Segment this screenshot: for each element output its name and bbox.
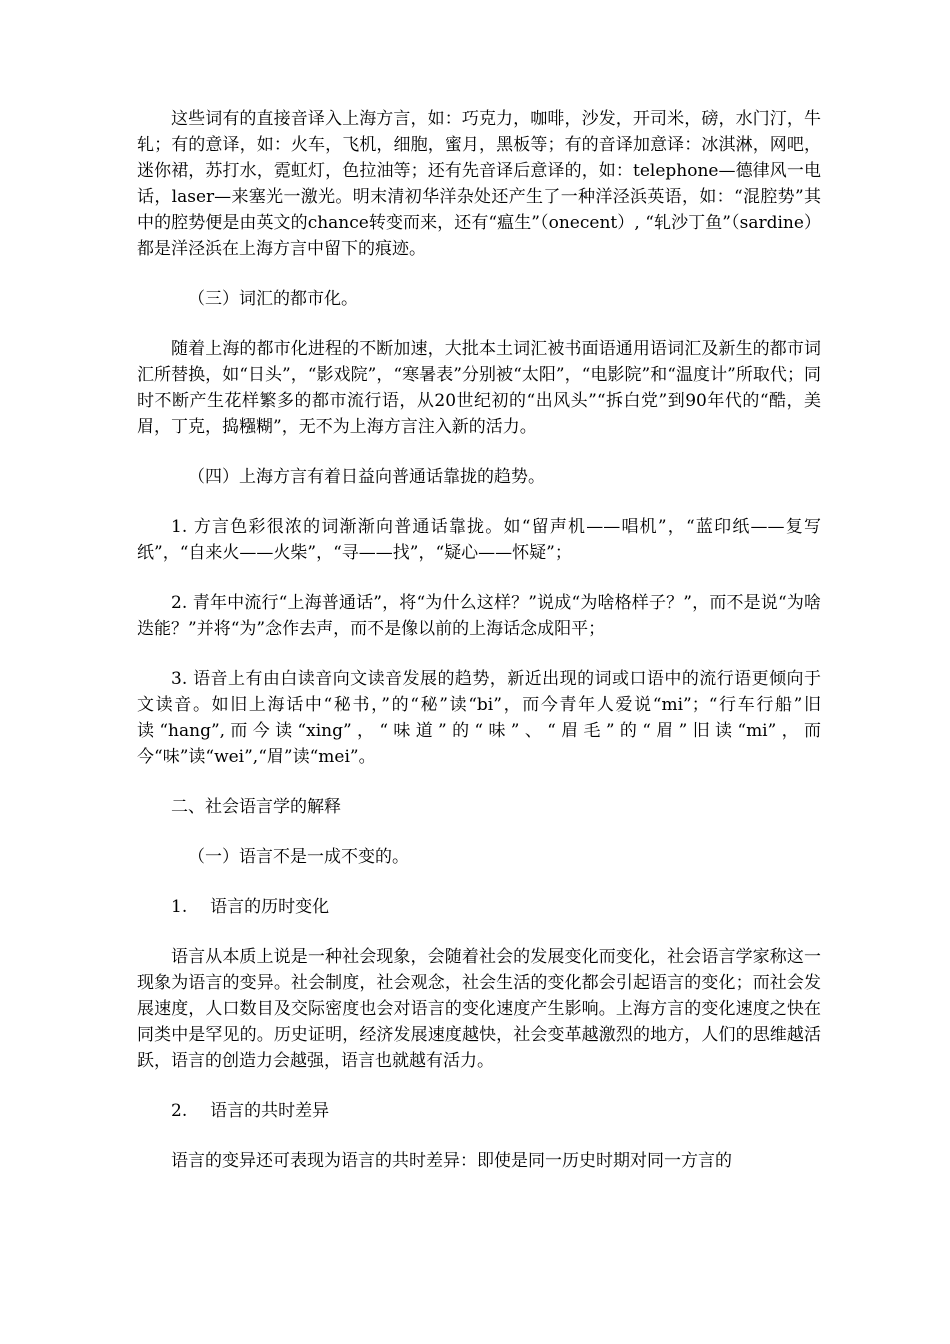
paragraph-diachronic: 语言从本质上说是一种社会现象，会随着社会的发展变化而变化，社会语言学家称这一现象为语言的变异。社会制度，社会观念，社会生活的变化都会引起语言的变化；而社会发展速度，人口数目及交际密度也会对语言的变化速度产生影响。上海方言的变化速度之快在同类中是罕见的。历史证明，经济发展速度越快，社会变革越激烈的地方，人们的思维越活跃，语言的创造力会越强，语言也就越有活力。: [137, 947, 821, 1071]
numbered-heading-synchronic: [137, 1098, 821, 1124]
document-page: [137, 106, 821, 1174]
section-heading-sociolinguistics: 二、社会语言学的解释: [171, 797, 341, 817]
paragraph-urbanization: 随着上海的都市化进程的不断加速，大批本土词汇被书面语通用语词汇及新生的都市词汇所替换，如“日头”，“影戏院”，“寒暑表”分别被“太阳”，“电影院”和“温度计”所取代；同时不断产生花样繁多的都市流行语，从20世纪初的“出风头”“拆白党”到90年代的“酷，美眉，丁克，捣糨糊”，无不为上海方言注入新的活力。: [137, 339, 821, 437]
numbered-heading-diachronic: [137, 894, 821, 920]
heading-putonghua-trend: （四）上海方言有着日益向普通话靠拢的趋势。: [188, 467, 545, 487]
paragraph-synchronic: 语言的变异还可表现为语言的共时差异：即使是同一历史时期对同一方言的: [171, 1151, 732, 1171]
heading-language-changes: （一）语言不是一成不变的。: [188, 847, 409, 867]
list-number: 2.: [171, 1101, 188, 1121]
list-heading-text: 语言的历时变化: [210, 897, 330, 917]
paragraph-loanwords: 这些词有的直接音译入上海方言，如：巧克力，咖啡，沙发，开司米，磅，水门汀，牛轧；有的意译，如：火车，飞机，细胞，蜜月，黑板等；有的音译加意译：冰淇淋，网吧，迷你裙，苏打水，霓虹灯，色拉油等；还有先音译后意译的，如：telephone—德律风一电话，laser—来塞光一激光。明末清初华洋杂处还产生了一种洋泾浜英语，如：“混腔势”其中的腔势便是由英文的chance转变而来，还有“瘟生”（onecent）, “轧沙丁鱼”（sardine）都是洋泾浜在上海方言中留下的痕迹。: [137, 109, 821, 259]
list-heading-text: 语言的共时差异: [210, 1101, 330, 1121]
paragraph-point-2: 2. 青年中流行“上海普通话”，将“为什么这样？”说成“为啥格样子？”，而不是说“为啥迭能？”并将“为”念作去声，而不是像以前的上海话念成阳平；: [137, 593, 821, 639]
list-number: 1.: [171, 897, 188, 917]
paragraph-point-3: 3. 语音上有由白读音向文读音发展的趋势，新近出现的词或口语中的流行语更倾向于文读音。如旧上海话中“秘书，”的“秘”读“bi”，而今青年人爱说“mi”；“行车行船”旧读“hang”,而今读“xing”，“味道”的“味”、“眉毛”的“眉”旧读“mi”，而今“味”读“wei”,“眉”读“mei”。: [137, 669, 821, 767]
paragraph-point-1: 1. 方言色彩很浓的词渐渐向普通话靠拢。如“留声机——唱机”，“蓝印纸——复写纸”，“自来火——火柴”，“寻——找”，“疑心——怀疑”；: [137, 517, 821, 563]
heading-urbanization: （三）词汇的都市化。: [188, 289, 358, 309]
